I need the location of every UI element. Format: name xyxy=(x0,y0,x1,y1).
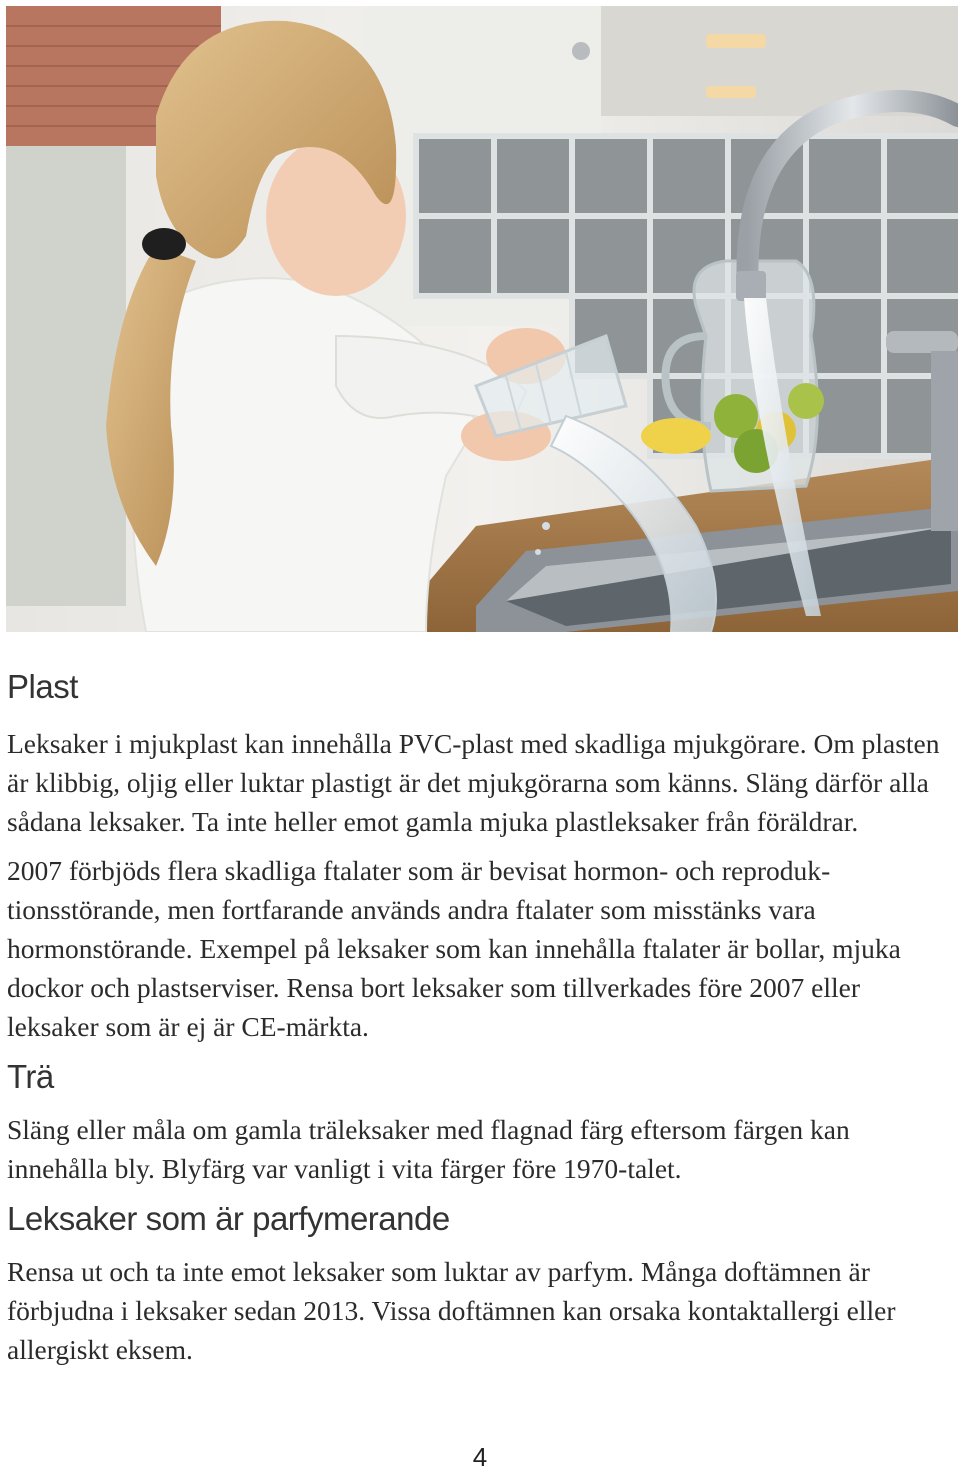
paragraph-tra-1: Släng eller måla om gamla träleksaker med flagnad färg eftersom färgen kan innehålla bly. Blyfärg var vanligt i vita färger före 1970-talet. xyxy=(7,1114,850,1184)
section-heading-plast: Plast xyxy=(7,668,78,705)
page-number: 4 xyxy=(472,1442,488,1472)
paragraph-plast-2: 2007 förbjöds flera skadliga ftalater som är bevisat hormon- och reproduktionsstörande, men fortfarande används andra ftalater som misstänks vara hormonstörande. Exempel på leksaker som kan innehålla ftalater är bollar, mjuka dockor och plastserviser. Rensa bort leksaker som tillverkades före 2007 eller leksaker som är ej är CE-märkta. xyxy=(7,855,901,1042)
section-heading-parfym: Leksaker som är parfymerande xyxy=(7,1200,450,1237)
article-content xyxy=(7,664,947,1369)
photo-child-washing-glass xyxy=(6,6,958,632)
paragraph-plast-1: Leksaker i mjukplast kan innehålla PVC-plast med skadliga mjukgörare. Om plasten är klibbig, oljig eller luktar plastigt är det mjukgörarna som känns. Släng därför alla sådana leksaker. Ta inte heller emot gamla mjuka plastleksaker från föräldrar. xyxy=(7,728,940,837)
section-heading-tra: Trä xyxy=(7,1058,54,1095)
paragraph-parfym-1: Rensa ut och ta inte emot leksaker som luktar av parfym. Många doftämnen är förbjudna i leksaker sedan 2013. Vissa doftämnen kan orsaka kontaktallergi eller allergiskt eksem. xyxy=(7,1256,896,1365)
